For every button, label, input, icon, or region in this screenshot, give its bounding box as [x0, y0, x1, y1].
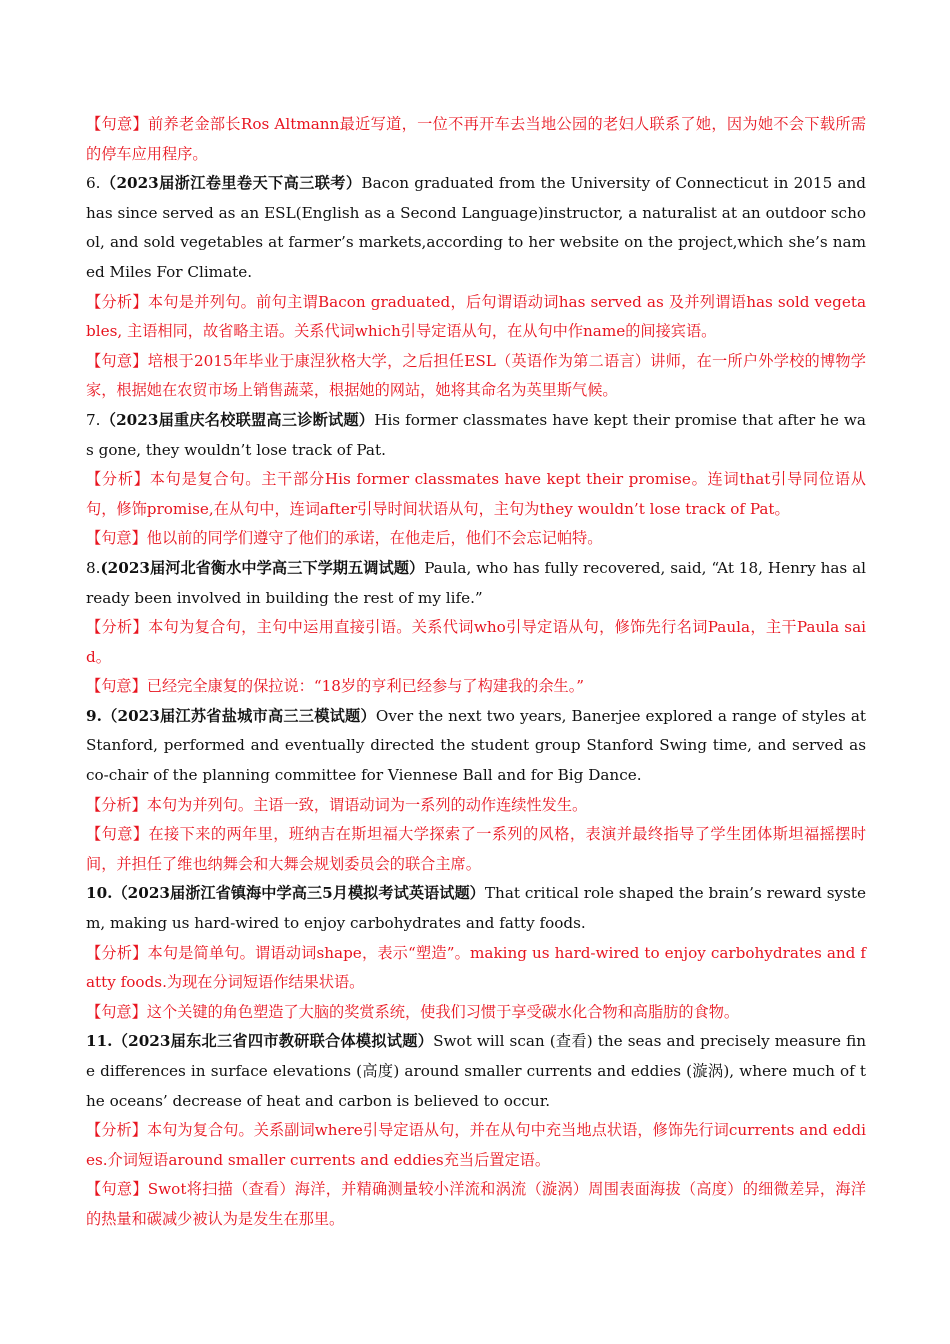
- analysis-10: [86, 939, 866, 998]
- question-text: Bacon graduated from the University of Connecticut in 2015 and has since served as an ESL(English as a Second Language)instructor, a naturalist at an outdoor school, and sold vegetables at farmer’s markets,according to her website on the project,which she’s named Miles For Climate.: [86, 174, 866, 281]
- question-number: 6.: [86, 174, 101, 193]
- question-10: [86, 879, 866, 938]
- analysis-text: 本句为复合句，主句中运用直接引语。关系代词who引导定语从句，修饰先行名词Paula，主干Paula said。: [86, 618, 867, 666]
- meaning-text: Swot将扫描（查看）海洋，并精确测量较小洋流和涡流（漩涡）周围表面海拔（高度）的细微差异，海洋的热量和碳减少被认为是发生在那里。: [86, 1180, 866, 1228]
- question-6: [86, 169, 866, 287]
- analysis-9: [86, 791, 866, 821]
- question-8: [86, 554, 866, 613]
- meaning-label: 【句意】: [86, 1180, 148, 1199]
- analysis-label: 【分析】: [86, 1121, 148, 1140]
- question-text: Over the next two years, Banerjee explored a range of styles at Stanford, performed and eventually directed the student group Stanford Swing time, and served as co-chair of the planning committee for Viennese Ball and for Big Dance.: [86, 706, 866, 785]
- meaning-label: 【句意】: [86, 677, 147, 696]
- analysis-label: 【分析】: [86, 292, 148, 311]
- question-source: (2023届河北省衡水中学高三下学期五调试题）: [100, 558, 425, 577]
- meaning-text: 他以前的同学们遵守了他们的承诺，在他走后，他们不会忘记帕特。: [146, 529, 603, 548]
- meaning-text: 培根于2015年毕业于康涅狄格大学，之后担任ESL（英语作为第二语言）讲师，在一所户外学校的博物学家，根据她在农贸市场上销售蔬菜，根据她的网站，她将其命名为英里斯气候。: [86, 351, 866, 400]
- analysis-text: 本句是简单句。谓语动词shape，表示“塑造”。making us hard-wired to enjoy carbohydrates and fatty foods.为现在分词短语作结果状语。: [86, 943, 866, 992]
- question-text: Paula, who has fully recovered, said, “At 18, Henry has already been involved in building the rest of my life.”: [86, 558, 866, 607]
- question-text: Swot will scan (查看) the seas and precisely measure fine differences in surface elevations (高度) around smaller currents and eddies (漩涡), where much of the oceans’ decrease of heat and carbon is believed to occur.: [86, 1032, 866, 1110]
- meaning-9: [86, 820, 866, 879]
- question-source: （2023届江苏省盐城市高三三模试题）: [101, 706, 376, 725]
- question-source: （2023届东北三省四市教研联合体模拟试题）: [112, 1032, 434, 1051]
- analysis-8: [86, 613, 866, 672]
- meaning-label: 【句意】: [86, 1002, 147, 1021]
- analysis-6: [86, 288, 866, 347]
- meaning-label: 【句意】: [86, 351, 148, 370]
- analysis-text: 本句为并列句。主语一致，谓语动词为一系列的动作连续性发生。: [146, 795, 588, 814]
- analysis-label: 【分析】: [86, 470, 150, 489]
- analysis-11: [86, 1116, 866, 1175]
- question-9: [86, 702, 866, 791]
- meaning-label: 【句意】: [86, 825, 149, 844]
- meaning-8: [86, 672, 866, 702]
- question-number: 9.: [86, 706, 102, 725]
- question-number: 10.: [86, 884, 113, 903]
- meaning-label: 【句意】: [86, 529, 147, 548]
- question-text: His former classmates have kept their promise that after he was gone, they wouldn’t lose track of Pat.: [86, 410, 866, 459]
- question-11: [86, 1027, 866, 1116]
- question-number: 8.: [86, 558, 101, 577]
- analysis-text: 本句是复合句。主干部分His former classmates have kept their promise。连词that引导同位语从句，修饰promise,在从句中，连词after引导时间状语从句，主句为they wouldn’t lose track of Pat。: [86, 470, 866, 518]
- analysis-label: 【分析】: [86, 943, 148, 962]
- analysis-text: 本句为复合句。关系副词where引导定语从句，并在从句中充当地点状语，修饰先行词currents and eddies.介词短语around smaller currents and eddies充当后置定语。: [86, 1121, 867, 1169]
- question-source: （2023届浙江省镇海中学高三5月模拟考试英语试题）: [112, 884, 485, 903]
- question-source: （2023届重庆名校联盟高三诊断试题）: [100, 410, 375, 429]
- meaning-6: [86, 347, 866, 406]
- analysis-text: 本句是并列句。前句主谓Bacon graduated，后句谓语动词has served as 及并列谓语has sold vegetables, 主语相同，故省略主语。关系代词which引导定语从句，在从句中作name的间接宾语。: [86, 292, 866, 341]
- question-number: 7.: [86, 410, 101, 429]
- question-text: That critical role shaped the brain’s reward system, making us hard-wired to enjoy carbohydrates and fatty foods.: [86, 884, 866, 933]
- meaning-text: 在接下来的两年里，班纳吉在斯坦福大学探索了一系列的风格，表演并最终指导了学生团体斯坦福摇摆时间，并担任了维也纳舞会和大舞会规划委员会的联合主席。: [86, 825, 867, 873]
- analysis-7: [86, 465, 866, 524]
- meaning-text: 已经完全康复的保拉说：“18岁的亨利已经参与了构建我的余生。”: [146, 677, 585, 696]
- question-source: （2023届浙江卷里卷天下高三联考）: [100, 174, 362, 193]
- meaning-label: 【句意】: [86, 115, 148, 133]
- meaning-5: [86, 110, 866, 169]
- meaning-10: [86, 998, 866, 1028]
- meaning-text: 前养老金部长Ros Altmann最近写道，一位不再开车去当地公园的老妇人联系了她，因为她不会下载所需的停车应用程序。: [86, 115, 867, 163]
- meaning-text: 这个关键的角色塑造了大脑的奖赏系统，使我们习惯于享受碳水化合物和高脂肪的食物。: [146, 1002, 740, 1021]
- question-7: [86, 406, 866, 465]
- analysis-label: 【分析】: [86, 795, 147, 814]
- meaning-11: [86, 1175, 866, 1234]
- question-number: 11.: [86, 1032, 113, 1051]
- meaning-7: [86, 524, 866, 554]
- analysis-label: 【分析】: [86, 618, 149, 637]
